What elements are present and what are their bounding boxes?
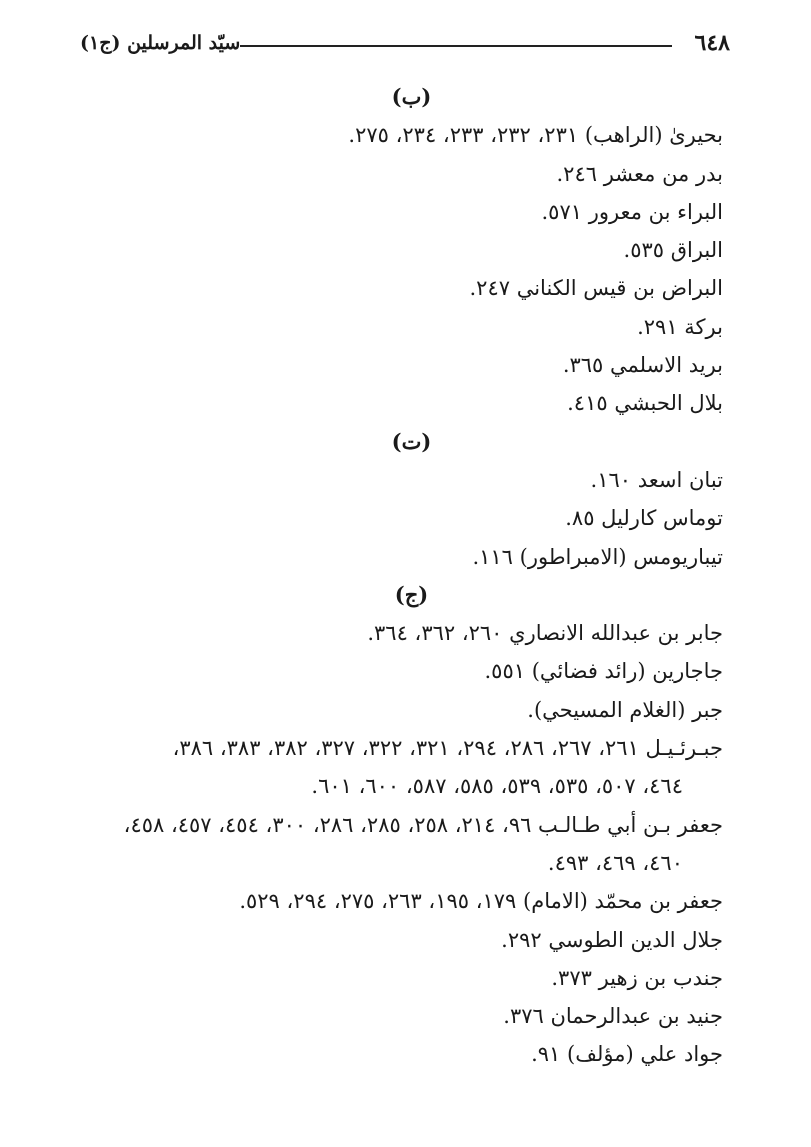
index-entry: جنيد بن عبدالرحمان ٣٧٦.: [503, 1004, 723, 1029]
section-letter-heading: (ت): [391, 428, 432, 454]
index-entry: بركة ٢٩١.: [637, 314, 723, 339]
index-entry: جبر (الغلام المسيحي).: [527, 697, 723, 722]
index-entry: جندب بن زهير ٣٧٣.: [551, 965, 723, 990]
index-entry: بلال الحبشي ٤١٥.: [567, 391, 723, 416]
index-entry: جعفر بن محمّد (الامام) ١٧٩، ١٩٥، ٢٦٣، ٢٧٥، ٢٩٤، ٥٢٩.: [239, 889, 723, 914]
index-entry: تيباريومس (الامبراطور) ١١٦.: [472, 544, 723, 569]
index-entry: جاجارين (رائد فضائي) ٥٥١.: [484, 659, 723, 684]
index-entry: جابر بن عبدالله الانصاري ٢٦٠، ٣٦٢، ٣٦٤.: [367, 621, 723, 646]
running-title: سيّد المرسلين (ج١): [80, 32, 241, 54]
index-entries: [60, 78, 723, 1074]
index-entry: بحيرىٰ (الراهب) ٢٣١، ٢٣٢، ٢٣٣، ٢٣٤، ٢٧٥.: [348, 123, 723, 148]
index-entry: جلال الدين الطوسي ٢٩٢.: [501, 927, 723, 952]
index-entry: البراء بن معرور ٥٧١.: [541, 199, 723, 224]
page-number: ٦٤٨: [694, 30, 730, 56]
index-entry-continuation: ٤٦٤، ٥٠٧، ٥٣٥، ٥٣٩، ٥٨٥، ٥٨٧، ٦٠٠، ٦٠١.: [311, 774, 683, 799]
index-entry: البراق ٥٣٥.: [623, 238, 723, 263]
index-entry: البراض بن قيس الكناني ٢٤٧.: [469, 276, 723, 301]
index-entry: بريد الاسلمي ٣٦٥.: [562, 353, 723, 378]
index-entry-continuation: ٤٦٠، ٤٦٩، ٤٩٣.: [547, 850, 683, 875]
index-entry: جواد علي (مؤلف) ٩١.: [531, 1042, 723, 1067]
page-header: [80, 28, 730, 62]
index-entry: تبان اسعد ١٦٠.: [590, 467, 723, 492]
index-entry: جبـرئـيـل ٢٦١، ٢٦٧، ٢٨٦، ٢٩٤، ٣٢١، ٣٢٢، ٣٢٧، ٣٨٢، ٣٨٣، ٣٨٦،: [172, 736, 723, 761]
index-entry: توماس كارليل ٨٥.: [565, 506, 723, 531]
index-entry: بدر من معشر ٢٤٦.: [556, 161, 723, 186]
index-entry: جعفر بـن أبي طـالـب ٩٦، ٢١٤، ٢٥٨، ٢٨٥، ٢٨٦، ٣٠٠، ٤٥٤، ٤٥٧، ٤٥٨،: [123, 812, 723, 837]
section-letter-heading: (ب): [391, 84, 432, 109]
header-rule: [240, 45, 672, 47]
section-letter-heading: (ج): [394, 581, 429, 607]
